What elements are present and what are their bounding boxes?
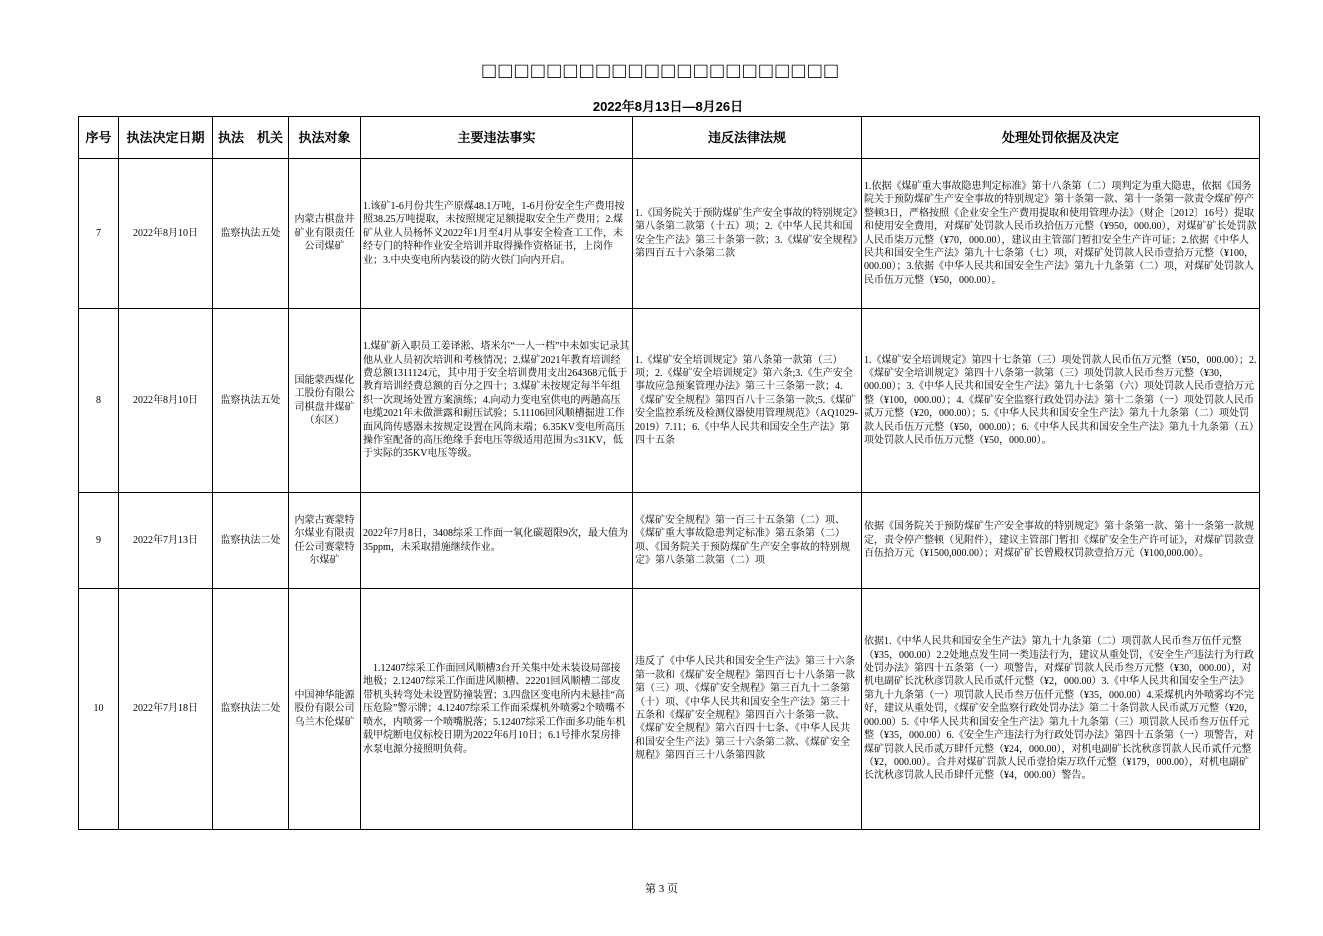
row-decision: 依据《国务院关于预防煤矿生产安全事故的特别规定》第十条第一款、第十一条第一款规定，责令停产整顿（见附件），建议主管部门暂扣《煤矿安全生产许可证》，对煤矿罚款壹百伍拾万元（¥1500,000.00）；对煤矿矿长曾殿权罚款壹拾万元（¥100,000.00）。 bbox=[862, 493, 1260, 589]
row-target: 内蒙古赛蒙特尔煤业有限责任公司赛蒙特尔煤矿 bbox=[289, 493, 361, 589]
header-date: 执法决定日期 bbox=[119, 117, 213, 159]
row-date: 2022年7月13日 bbox=[119, 493, 213, 589]
header-facts: 主要违法事实 bbox=[361, 117, 633, 159]
row-decision: 1.依据《煤矿重大事故隐患判定标准》第十八条第（二）项判定为重大隐患，依据《国务院关于预防煤矿生产安全事故的特别规定》第十条第一款、第十一条第一款责令煤矿停产整顿3日，严格按照《企业安全生产费用提取和使用管理办法》（财企〔2012〕16号）提取和使用安全费用，对煤矿处罚款人民币玖拾伍万元整（¥950，000.00），对煤矿矿长处罚款人民币柒万元整（¥70，000.00），建议由主管部门暂扣安全生产许可证；2.依据《中华人民共和国安全生产法》第九十七条第（七）项，对煤矿处罚款人民币壹拾万元整（¥100，000.00）；3.依据《中华人民共和国安全生产法》第九十九条第（二）项，对煤矿处罚款人民币伍万元整（¥50，000.00）。 bbox=[862, 159, 1260, 309]
row-no: 10 bbox=[79, 589, 119, 830]
header-target: 执法对象 bbox=[289, 117, 361, 159]
row-date: 2022年7月18日 bbox=[119, 589, 213, 830]
row-facts: 2022年7月8日，3408综采工作面一氧化碳超限9次，最大值为35ppm，未采取措施继续作业。 bbox=[361, 493, 633, 589]
row-facts: 1.12407综采工作面回风顺槽3台开关集中处未装设局部接地极；2.12407综采工作面进风顺槽、22201回风顺槽二部皮带机头转弯处未设置防撞装置；3.四盘区变电所内未悬挂“高压危险”警示牌；4.12407综采工作面采煤机外喷雾2个喷嘴不喷水，内喷雾一个喷嘴脱落；5.12407综采工作面多功能车机载甲烷断电仪标校日期为2022年6月10日；6.1号排水泵房排水泵电源分接照明负荷。 bbox=[361, 589, 633, 830]
table-row bbox=[79, 309, 1260, 493]
header-laws: 违反法律法规 bbox=[633, 117, 862, 159]
table-row bbox=[79, 159, 1260, 309]
row-facts: 1.煤矿新入职员工姜译淞、塔米尔“一人一档”中未如实记录其他从业人员初次培训和考核情况；2.煤矿2021年教育培训经费总额1311124元，其中用于安全培训费用支出264368元低于教育培训经费总额的百分之四十；3.煤矿未按规定每半年组织一次现场处置方案演练；4.向动力变电室供电的两趟高压电缆2021年未做泄露和耐压试验；5.11106回风顺槽掘进工作面风筒传感器未按规定设置在风筒末端；6.35KV变电所高压操作室配备的高压绝缘手套电压等级适用范围为≤31KV，低于实际的35KV电压等级。 bbox=[361, 309, 633, 493]
row-target: 中国神华能源股份有限公司乌兰木伦煤矿 bbox=[289, 589, 361, 830]
row-laws: 1.《煤矿安全培训规定》第八条第一款第（三）项；2.《煤矿安全培训规定》第六条;3.《生产安全事故应急预案管理办法》第三十三条第一款；4.《煤矿安全规程》第四百八十三条第一款;5.《煤矿安全监控系统及检测仪器使用管理规范》（AQ1029-2019）7.11；6.《中华人民共和国安全生产法》第四十五条 bbox=[633, 309, 862, 493]
row-agency: 监察执法五处 bbox=[213, 309, 289, 493]
row-decision: 依据1.《中华人民共和国安全生产法》第九十九条第（二）项罚款人民币叁万伍仟元整（¥35，000.00）2.2处地点发生同一类违法行为，建议从重处罚，《安全生产违法行为行政处罚办法》第四十五条第（一）项警告，对煤矿罚款人民币叁万元整（¥30，000.00），对机电副矿长沈秋彦罚款人民币贰仟元整（¥2，000.00）3.《中华人民共和国安全生产法》第九十九条第（一）项罚款人民币叁万伍仟元整（¥35，000.00）4.采煤机内外喷雾均不完好，建议从重处罚，《煤矿安全监察行政处罚办法》第二十条罚款人民币贰万元整（¥20，000.00）5.《中华人民共和国安全生产法》第九十九条第（三）项罚款人民币叁万伍仟元整（¥35，000.00）6.《安全生产违法行为行政处罚办法》第四十五条第（一）项警告，对煤矿罚款人民币贰万肆仟元整（¥24，000.00），对机电副矿长沈秋彦罚款人民币贰仟元整（¥2，000.00）。合并对煤矿罚款人民币壹拾柒万玖仟元整（¥179，000.00），对机电副矿长沈秋彦罚款人民币肆仟元整（¥4，000.00）警告。 bbox=[862, 589, 1260, 830]
table-row bbox=[79, 589, 1260, 830]
row-no: 9 bbox=[79, 493, 119, 589]
header-decision: 处理处罚依据及决定 bbox=[862, 117, 1260, 159]
row-decision: 1.《煤矿安全培训规定》第四十七条第（三）项处罚款人民币伍万元整（¥50，000.00）；2.《煤矿安全培训规定》第四十八条第一款第（三）项处罚款人民币叁万元整（¥30，000.00）；3.《中华人民共和国安全生产法》第九十七条第（六）项处罚款人民币壹拾万元整（¥100，000.00）；4.《煤矿安全监察行政处罚办法》第十二条第（一）项处罚款人民币贰万元整（¥20，000.00）；5.《中华人民共和国安全生产法》第九十九条第（二）项处罚款人民币伍万元整（¥50，000.00）；6.《中华人民共和国安全生产法》第九十九条第（五）项处罚款人民币伍万元整（¥50，000.00）。 bbox=[862, 309, 1260, 493]
document-title: □□□□□□□□□□□□□□□□□□□□□□ bbox=[482, 58, 841, 83]
row-agency: 监察执法五处 bbox=[213, 159, 289, 309]
row-date: 2022年8月10日 bbox=[119, 309, 213, 493]
row-no: 7 bbox=[79, 159, 119, 309]
row-target: 内蒙古棋盘井矿业有限责任公司煤矿 bbox=[289, 159, 361, 309]
header-no: 序号 bbox=[79, 117, 119, 159]
table-header-row bbox=[79, 117, 1260, 159]
header-agency: 执法 机关 bbox=[213, 117, 289, 159]
page-number: 第 3 页 bbox=[645, 883, 678, 895]
row-laws: 1.《国务院关于预防煤矿生产安全事故的特别规定》第八条第二款第（十五）项；2.《中华人民共和国安全生产法》第三十条第一款；3.《煤矿安全规程》第四百五十六条第二款 bbox=[633, 159, 862, 309]
row-laws: 违反了《中华人民共和国安全生产法》第三十六条第一款和《煤矿安全规程》第四百七十八条第一款第（三）项、《煤矿安全规程》第三百九十二条第（十）项、《中华人民共和国安全生产法》第三十五条和《煤矿安全规程》第四百六十条第一款、《煤矿安全规程》第六百四十七条、《中华人民共和国安全生产法》第三十六条第二款、《煤矿安全规程》第四百三十八条第四款 bbox=[633, 589, 862, 830]
date-range: 2022年8月13日—8月26日 bbox=[592, 99, 744, 114]
row-agency: 监察执法二处 bbox=[213, 493, 289, 589]
row-agency: 监察执法二处 bbox=[213, 589, 289, 830]
row-target: 国能蒙西煤化工股份有限公司棋盘井煤矿（东区） bbox=[289, 309, 361, 493]
row-laws: 《煤矿安全规程》第一百三十五条第（二）项、《煤矿重大事故隐患判定标准》第五条第（二）项、《国务院关于预防煤矿生产安全事故的特别规定》第八条第二款第（二）项 bbox=[633, 493, 862, 589]
table-row bbox=[79, 493, 1260, 589]
row-no: 8 bbox=[79, 309, 119, 493]
row-facts: 1.该矿1-6月份共生产原煤48.1万吨，1-6月份安全生产费用按照38.25万吨提取，未按照规定足额提取安全生产费用；2.煤矿从业人员杨怀义2022年1月至4月从事安全检查工工作，未经专门的特种作业安全培训并取得操作资格证书，上岗作业；3.中央变电所内装设的防火铁门向内开启。 bbox=[361, 159, 633, 309]
enforcement-table bbox=[78, 116, 1260, 830]
row-date: 2022年8月10日 bbox=[119, 159, 213, 309]
